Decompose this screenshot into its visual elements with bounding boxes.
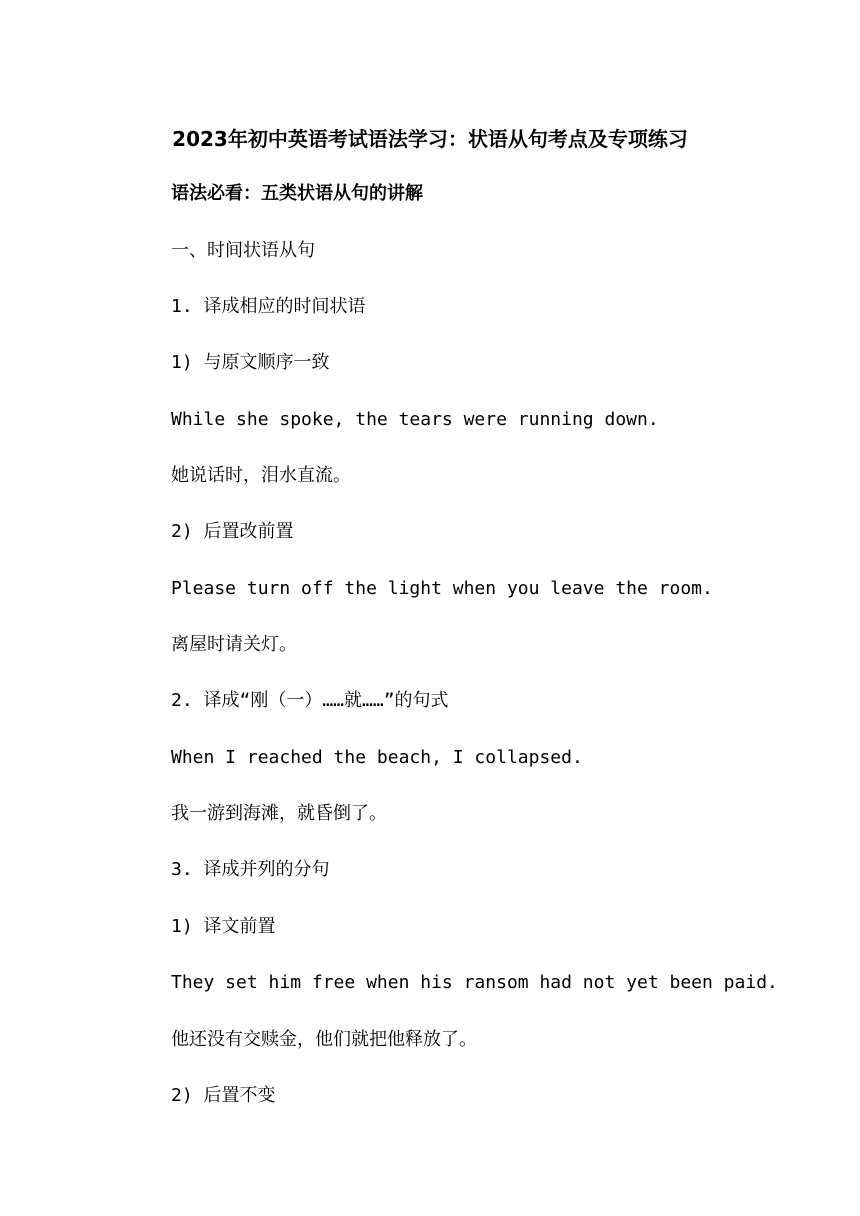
text-line-14: They set him free when his ransom had not yet been paid. bbox=[171, 972, 778, 993]
text-line-5: 她说话时，泪水直流。 bbox=[171, 465, 351, 486]
document-title: 2023年初中英语考试语法学习：状语从句考点及专项练习 bbox=[172, 127, 688, 151]
text-line-16: 2) 后置不变 bbox=[171, 1085, 276, 1106]
text-line-11: 我一游到海滩，就昏倒了。 bbox=[171, 803, 387, 824]
text-line-9: 2. 译成“刚（一）……就……”的句式 bbox=[171, 690, 449, 711]
text-line-3: 1) 与原文顺序一致 bbox=[171, 352, 330, 373]
text-line-15: 他还没有交赎金，他们就把他释放了。 bbox=[171, 1029, 477, 1050]
text-line-8: 离屋时请关灯。 bbox=[171, 634, 297, 655]
text-line-13: 1) 译文前置 bbox=[171, 916, 276, 937]
text-line-10: When I reached the beach, I collapsed. bbox=[171, 747, 583, 768]
text-line-7: Please turn off the light when you leave the room. bbox=[171, 578, 713, 599]
text-line-1: 一、时间状语从句 bbox=[171, 240, 315, 261]
text-line-12: 3. 译成并列的分句 bbox=[171, 859, 330, 880]
section-heading: 语法必看：五类状语从句的讲解 bbox=[171, 183, 423, 204]
text-line-4: While she spoke, the tears were running down. bbox=[171, 409, 659, 430]
text-line-2: 1. 译成相应的时间状语 bbox=[171, 296, 366, 317]
text-line-6: 2) 后置改前置 bbox=[171, 521, 294, 542]
